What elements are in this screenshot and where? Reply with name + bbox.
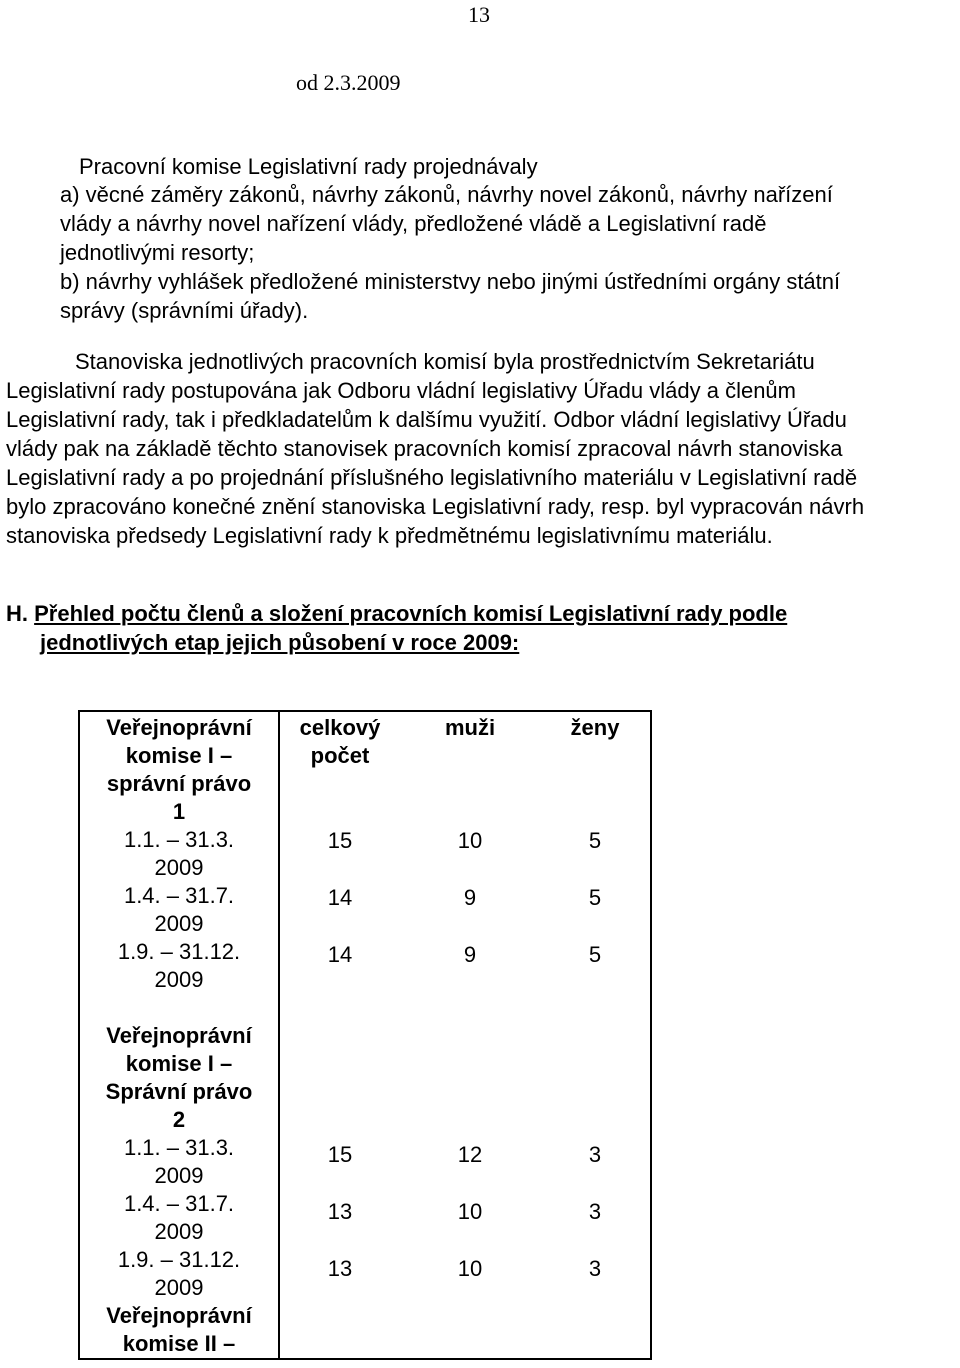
heading-line: Přehled počtu členů a složení pracovních komisí Legislativní rady podle xyxy=(34,601,788,626)
cell-total: 14 xyxy=(327,942,353,967)
table-row xyxy=(280,1198,650,1255)
cell-men: 10 xyxy=(457,1256,483,1281)
cell-men: 10 xyxy=(457,1199,483,1224)
period-year: 2009 xyxy=(154,855,204,880)
cell-total: 13 xyxy=(327,1256,353,1281)
table-row xyxy=(280,941,650,998)
table-row xyxy=(280,1255,650,1312)
period-label: 1.9. – 31.12. xyxy=(117,939,241,964)
data-column xyxy=(279,711,651,1359)
cell-men: 9 xyxy=(463,885,477,910)
page-number: 13 xyxy=(468,2,490,27)
members-table xyxy=(78,710,652,1360)
cell-total: 15 xyxy=(327,1142,353,1167)
cell-total: 14 xyxy=(327,885,353,910)
heading-prefix: H. xyxy=(6,601,28,626)
period-year: 2009 xyxy=(154,911,204,936)
cell-total: 13 xyxy=(327,1199,353,1224)
paragraph-line: Legislativní rady, tak i předkladatelům k dalšímu využití. Odbor vládní legislativy Úřadu xyxy=(6,407,847,432)
table-row xyxy=(280,827,650,884)
list-line: vlády a návrhy novel nařízení vlády, předložené vládě a Legislativní radě xyxy=(60,211,767,236)
cell-women: 3 xyxy=(588,1142,602,1167)
header-women: ženy xyxy=(570,715,620,740)
period-year: 2009 xyxy=(154,1163,204,1188)
cell-men: 12 xyxy=(457,1142,483,1167)
cell-men: 9 xyxy=(463,942,477,967)
period-label: 1.4. – 31.7. xyxy=(123,883,235,908)
cell-men: 10 xyxy=(457,828,483,853)
group-label: Veřejnoprávní komise I – Správní právo 2 xyxy=(105,1023,253,1132)
header-total: celkový počet xyxy=(299,715,381,768)
group-label: Veřejnoprávní komise II – xyxy=(106,1303,252,1356)
table-header xyxy=(280,714,650,827)
period-year: 2009 xyxy=(154,967,204,992)
period-year: 2009 xyxy=(154,1275,204,1300)
period-year: 2009 xyxy=(154,1219,204,1244)
table-row xyxy=(280,1141,650,1198)
cell-women: 5 xyxy=(588,885,602,910)
list-line: b) návrhy vyhlášek předložené ministerstvy nebo jinými ústředními orgány státní xyxy=(60,269,841,294)
paragraph-line: vlády pak na základě těchto stanovisek pracovních komisí zpracoval návrh stanoviska xyxy=(6,436,843,461)
list-line: jednotlivými resorty; xyxy=(60,240,255,265)
group-label: Veřejnoprávní komise I – správní právo 1 xyxy=(106,715,252,824)
list-line: a) věcné záměry zákonů, návrhy zákonů, návrhy novel zákonů, návrhy nařízení xyxy=(60,182,833,207)
period-label: 1.9. – 31.12. xyxy=(117,1247,241,1272)
heading-line: jednotlivých etap jejich působení v roce 2009: xyxy=(40,630,520,655)
body-paragraph xyxy=(6,347,956,550)
intro-text: Pracovní komise Legislativní rady projednávaly xyxy=(79,154,538,179)
paragraph-line: Legislativní rady postupována jak Odboru vládní legislativy Úřadu vlády a členům xyxy=(6,378,796,403)
list-line: správy (správními úřady). xyxy=(60,298,309,323)
table-row xyxy=(79,711,651,1359)
list-item xyxy=(60,180,956,267)
cell-women: 5 xyxy=(588,828,602,853)
cell-women: 3 xyxy=(588,1199,602,1224)
table-row xyxy=(280,884,650,941)
header-men: muži xyxy=(444,715,496,740)
section-heading xyxy=(6,599,956,657)
cell-total: 15 xyxy=(327,828,353,853)
paragraph-line: Stanoviska jednotlivých pracovních komisí byla prostřednictvím Sekretariátu xyxy=(75,349,815,374)
paragraph-line: bylo zpracováno konečné znění stanoviska Legislativní rady, resp. byl vypracován návrh xyxy=(6,494,865,519)
cell-women: 3 xyxy=(588,1256,602,1281)
agenda-list xyxy=(60,180,956,325)
period-label: 1.1. – 31.3. xyxy=(123,827,235,852)
period-label: 1.4. – 31.7. xyxy=(123,1191,235,1216)
period-label: 1.1. – 31.3. xyxy=(123,1135,235,1160)
cell-women: 5 xyxy=(588,942,602,967)
paragraph-line: Legislativní rady a po projednání příslušného legislativního materiálu v Legislativní radě xyxy=(6,465,858,490)
date-note: od 2.3.2009 xyxy=(296,70,401,95)
list-item xyxy=(60,267,956,325)
paragraph-line: stanoviska předsedy Legislativní rady k předmětnému legislativnímu materiálu. xyxy=(6,523,773,548)
label-column xyxy=(79,711,279,1359)
